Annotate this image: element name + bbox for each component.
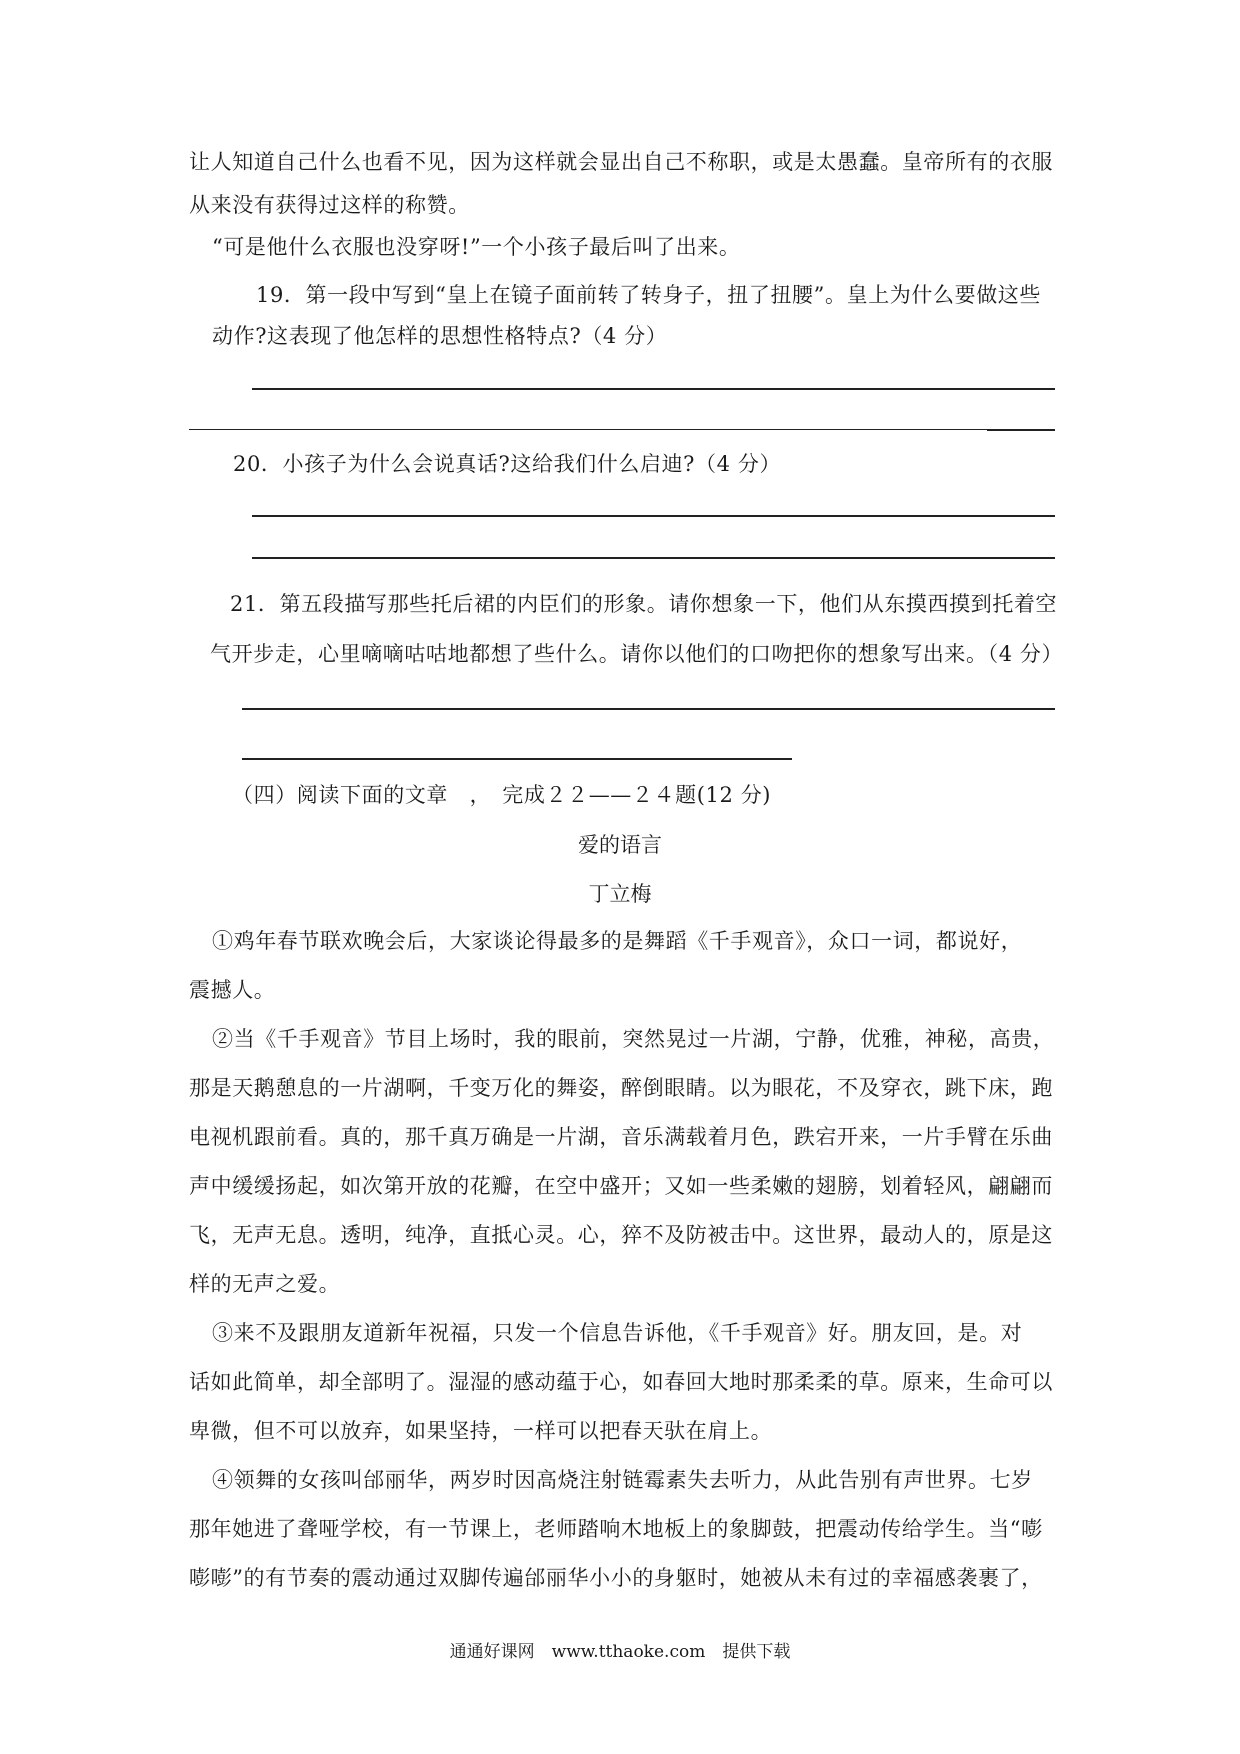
paragraph-2-line-3: 电视机跟前看。真的，那千真万确是一片湖，音乐满载着月色，跌宕开来，一片手臂在乐曲 [189,1125,1053,1149]
paragraph-1-line-1: ①鸡年春节联欢晚会后，大家谈论得最多的是舞蹈《千手观音》，众口一词，都说好， [212,929,1023,953]
question-19-line-2: 动作?这表现了他怎样的思想性格特点?（4 分） [212,324,668,348]
paragraph-2-line-4: 声中缓缓扬起，如次第开放的花瓣，在空中盛开；又如一些柔嫩的翅膀，划着轻风，翩翩而 [189,1174,1053,1198]
paragraph-2-line-5: 飞，无声无息。透明，纯净，直抵心灵。心，猝不及防被击中。这世界，最动人的，原是这 [189,1223,1053,1247]
paragraph-2-line-1: ②当《千手观音》节目上场时，我的眼前，突然晃过一片湖，宁静，优雅，神秘，高贵， [212,1027,1055,1051]
paragraph-4-line-3: 嘭嘭”的有节奏的震动通过双脚传遍邰丽华小小的身躯时，她被从未有过的幸福感袭裹了， [189,1566,1043,1590]
answer-line-19a[interactable] [252,388,1055,390]
passage-line-3: “可是他什么衣服也没穿呀!”一个小孩子最后叫了出来。 [212,235,741,259]
answer-line-20b[interactable] [252,557,1055,559]
answer-line-20a[interactable] [252,515,1055,517]
answer-line-19c[interactable] [987,429,1055,431]
article-author: 丁立梅 [588,882,652,906]
question-19-line-1: 19．第一段中写到“皇上在镜子面前转了转身子，扭了扭腰”。皇上为什么要做这些 [256,283,1041,307]
footer-credit: 通通好课网 www.tthaoke.com 提供下载 [449,1642,791,1662]
paragraph-3-line-1: ③来不及跟朋友道新年祝福，只发一个信息告诉他，《千手观音》好。朋友回，是。对 [212,1321,1023,1345]
question-20-line-1: 20．小孩子为什么会说真话?这给我们什么启迪?（4 分） [233,452,782,476]
answer-line-21b[interactable] [242,758,792,760]
paragraph-3-line-3: 卑微，但不可以放弃，如果坚持，一样可以把春天驮在肩上。 [189,1419,773,1443]
paragraph-4-line-1: ④领舞的女孩叫邰丽华，两岁时因高烧注射链霉素失去听力，从此告别有声世界。七岁 [212,1468,1033,1492]
paragraph-2-line-2: 那是天鹅憩息的一片湖啊，千变万化的舞姿，醉倒眼睛。以为眼花，不及穿衣，跳下床，跑 [189,1076,1053,1100]
question-21-line-1: 21．第五段描写那些托后裙的内臣们的形象。请你想象一下，他们从东摸西摸到托着空 [230,592,1058,616]
section-4-instruction: （四）阅读下面的文章 ， 完成２２——２４题(12 分) [232,783,772,807]
answer-line-19b[interactable] [189,429,987,430]
paragraph-1-line-2: 震撼人。 [189,978,276,1002]
paragraph-2-line-6: 样的无声之爱。 [189,1272,341,1296]
paragraph-4-line-2: 那年她进了聋哑学校，有一节课上，老师踏响木地板上的象脚鼓，把震动传给学生。当“嘭 [189,1517,1043,1541]
question-21-line-2: 气开步走，心里嘀嘀咕咕地都想了些什么。请你以他们的口吻把你的想象写出来。（4 分） [210,642,1064,666]
answer-line-21a[interactable] [242,708,1055,710]
passage-line-1: 让人知道自己什么也看不见，因为这样就会显出自己不称职，或是太愚蠢。皇帝所有的衣服 [189,150,1053,174]
article-title: 爱的语言 [578,833,662,857]
paragraph-3-line-2: 话如此简单，却全部明了。湿湿的感动蕴于心，如春回大地时那柔柔的草。原来，生命可以 [189,1370,1053,1394]
passage-line-2: 从来没有获得过这样的称赞。 [189,193,470,217]
